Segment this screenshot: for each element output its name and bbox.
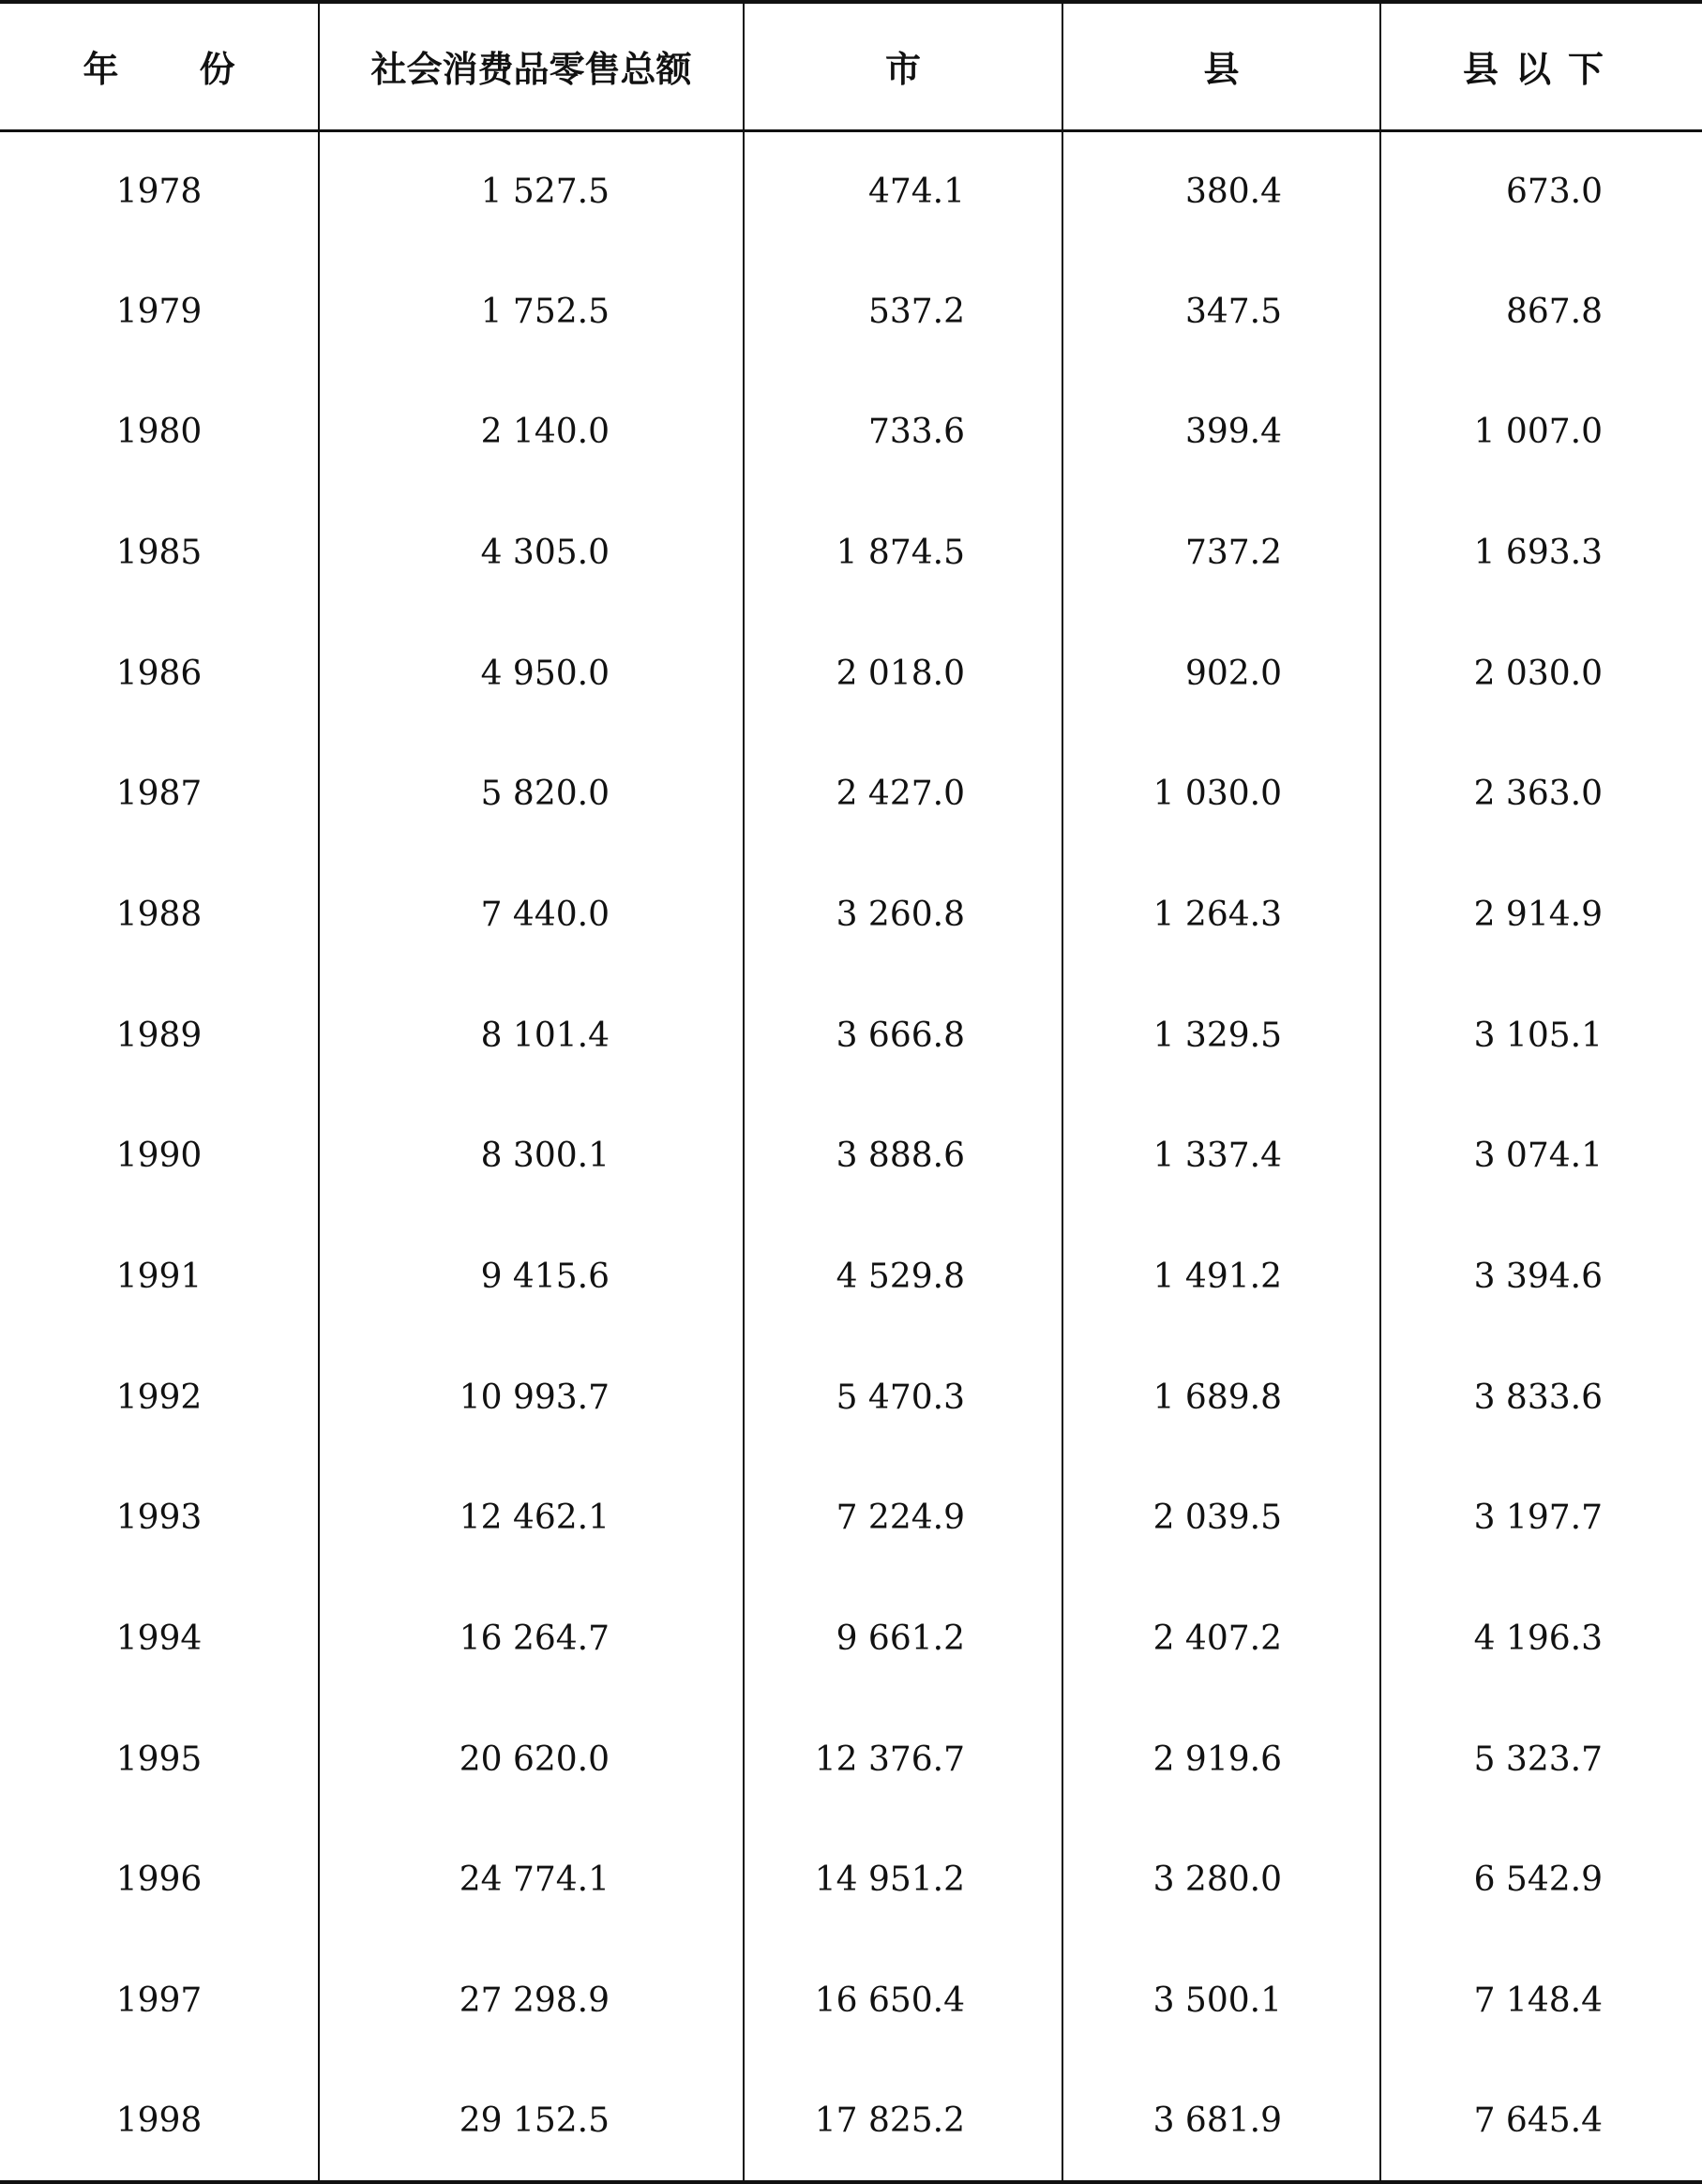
cell-city: 9 661.2 — [744, 1578, 1062, 1699]
cell-total: 27 298.9 — [319, 1940, 744, 2061]
cell-county: 1 329.5 — [1062, 975, 1380, 1096]
cell-below-county: 5 323.7 — [1380, 1699, 1702, 1820]
cell-total: 10 993.7 — [319, 1337, 744, 1458]
cell-total: 8 300.1 — [319, 1096, 744, 1217]
table-row — [0, 975, 1702, 1096]
cell-total: 20 620.0 — [319, 1699, 744, 1820]
cell-year: 1986 — [115, 654, 203, 693]
cell-county: 380.4 — [1062, 130, 1380, 251]
table-row — [0, 854, 1702, 975]
cell-below-county: 7 645.4 — [1380, 2061, 1702, 2182]
table-row — [0, 371, 1702, 492]
cell-below-county: 3 105.1 — [1380, 975, 1702, 1096]
table-row — [0, 613, 1702, 734]
cell-county: 3 280.0 — [1062, 1820, 1380, 1941]
cell-total: 9 415.6 — [319, 1216, 744, 1337]
table-row — [0, 492, 1702, 613]
table-row — [0, 1940, 1702, 2061]
cell-total: 4 950.0 — [319, 613, 744, 734]
cell-county: 399.4 — [1062, 371, 1380, 492]
cell-year: 1997 — [115, 1981, 203, 2021]
cell-below-county: 3 833.6 — [1380, 1337, 1702, 1458]
cell-below-county: 3 394.6 — [1380, 1216, 1702, 1337]
cell-city: 3 666.8 — [744, 975, 1062, 1096]
cell-year: 1979 — [115, 292, 203, 331]
cell-county: 1 337.4 — [1062, 1096, 1380, 1217]
cell-county: 1 491.2 — [1062, 1216, 1380, 1337]
table-row — [0, 251, 1702, 372]
cell-county: 1 689.8 — [1062, 1337, 1380, 1458]
cell-total: 8 101.4 — [319, 975, 744, 1096]
cell-county: 347.5 — [1062, 251, 1380, 372]
table-row — [0, 1216, 1702, 1337]
cell-below-county: 1 693.3 — [1380, 492, 1702, 613]
cell-total: 12 462.1 — [319, 1458, 744, 1579]
cell-county: 2 039.5 — [1062, 1458, 1380, 1579]
cell-city: 12 376.7 — [744, 1699, 1062, 1820]
cell-below-county: 6 542.9 — [1380, 1820, 1702, 1941]
cell-city: 537.2 — [744, 251, 1062, 372]
cell-city: 474.1 — [744, 130, 1062, 251]
table-body — [0, 130, 1702, 2182]
column-header-year-char-2: 份 — [199, 49, 235, 91]
cell-below-county: 2 914.9 — [1380, 854, 1702, 975]
table-row — [0, 1096, 1702, 1217]
cell-total: 29 152.5 — [319, 2061, 744, 2182]
cell-below-county: 4 196.3 — [1380, 1578, 1702, 1699]
cell-city: 7 224.9 — [744, 1458, 1062, 1579]
table-row — [0, 1337, 1702, 1458]
cell-total: 5 820.0 — [319, 733, 744, 854]
cell-below-county: 3 074.1 — [1380, 1096, 1702, 1217]
cell-city: 1 874.5 — [744, 492, 1062, 613]
column-header-city: 市 — [744, 2, 1062, 130]
cell-year: 1978 — [115, 172, 203, 211]
cell-city: 14 951.2 — [744, 1820, 1062, 1941]
cell-total: 24 774.1 — [319, 1820, 744, 1941]
cell-city: 4 529.8 — [744, 1216, 1062, 1337]
header-row — [0, 2, 1702, 130]
cell-below-county: 1 007.0 — [1380, 371, 1702, 492]
cell-county: 3 681.9 — [1062, 2061, 1380, 2182]
cell-city: 2 018.0 — [744, 613, 1062, 734]
cell-year: 1993 — [115, 1499, 203, 1538]
cell-county: 1 264.3 — [1062, 854, 1380, 975]
cell-year: 1989 — [115, 1016, 203, 1055]
cell-county: 1 030.0 — [1062, 733, 1380, 854]
table-row — [0, 1458, 1702, 1579]
table-row — [0, 130, 1702, 251]
cell-below-county: 673.0 — [1380, 130, 1702, 251]
cell-below-county: 867.8 — [1380, 251, 1702, 372]
cell-below-county: 2 363.0 — [1380, 733, 1702, 854]
cell-city: 3 260.8 — [744, 854, 1062, 975]
table-row — [0, 733, 1702, 854]
cell-total: 1 527.5 — [319, 130, 744, 251]
cell-year: 1992 — [115, 1378, 203, 1417]
cell-total: 1 752.5 — [319, 251, 744, 372]
table-header — [0, 2, 1702, 130]
cell-year: 1994 — [115, 1619, 203, 1659]
cell-city: 17 825.2 — [744, 2061, 1062, 2182]
cell-below-county: 7 148.4 — [1380, 1940, 1702, 2061]
cell-total: 7 440.0 — [319, 854, 744, 975]
table-row — [0, 1820, 1702, 1941]
cell-year: 1991 — [115, 1258, 203, 1297]
cell-county: 2 407.2 — [1062, 1578, 1380, 1699]
table-row — [0, 2061, 1702, 2182]
cell-city: 733.6 — [744, 371, 1062, 492]
cell-county: 902.0 — [1062, 613, 1380, 734]
cell-county: 737.2 — [1062, 492, 1380, 613]
column-header-county: 县 — [1062, 2, 1380, 130]
column-header-below-county: 县以下 — [1380, 2, 1702, 130]
cell-year: 1996 — [115, 1860, 203, 1900]
column-header-year-char-1: 年 — [83, 49, 119, 91]
cell-total: 4 305.0 — [319, 492, 744, 613]
cell-below-county: 3 197.7 — [1380, 1458, 1702, 1579]
cell-year: 1990 — [115, 1137, 203, 1176]
cell-year: 1998 — [0, 2061, 319, 2182]
cell-total: 16 264.7 — [319, 1578, 744, 1699]
column-header-year — [0, 2, 319, 130]
table-row — [0, 1699, 1702, 1820]
table-row — [0, 1578, 1702, 1699]
cell-total: 2 140.0 — [319, 371, 744, 492]
cell-year: 1987 — [115, 775, 203, 814]
column-header-total: 社会消费品零售总额 — [319, 2, 744, 130]
cell-year: 1988 — [115, 895, 203, 934]
cell-year: 1980 — [115, 413, 203, 452]
cell-city: 3 888.6 — [744, 1096, 1062, 1217]
cell-below-county: 2 030.0 — [1380, 613, 1702, 734]
cell-county: 3 500.1 — [1062, 1940, 1380, 2061]
cell-year: 1995 — [115, 1740, 203, 1779]
cell-city: 5 470.3 — [744, 1337, 1062, 1458]
cell-year: 1985 — [115, 533, 203, 572]
cell-county: 2 919.6 — [1062, 1699, 1380, 1820]
cell-city: 2 427.0 — [744, 733, 1062, 854]
cell-city: 16 650.4 — [744, 1940, 1062, 2061]
